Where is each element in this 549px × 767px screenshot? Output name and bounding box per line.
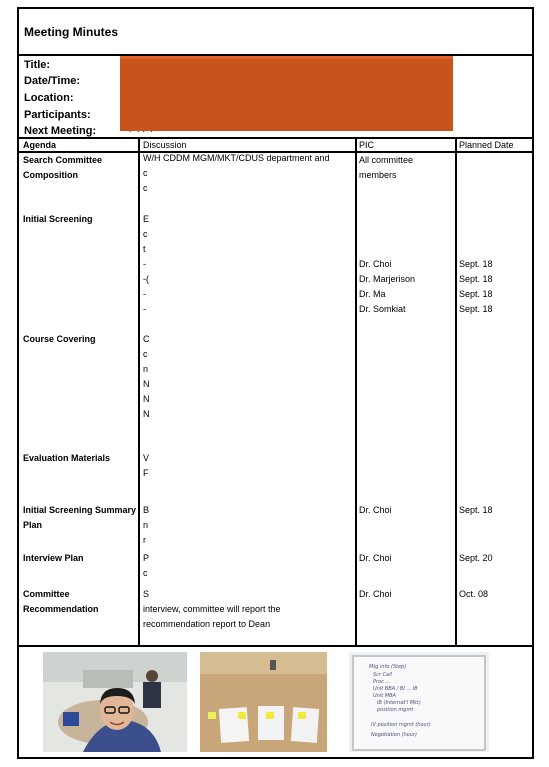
photo-selfie <box>43 652 187 752</box>
table-row-dates: Sept. 20 <box>459 553 493 563</box>
table-row-agenda: Committee Recommendation <box>23 589 99 614</box>
photo-whiteboard <box>349 652 489 752</box>
whiteboard-line: Unit BBA / BI ... IB <box>373 686 418 692</box>
info-label-title: Title: <box>24 59 51 71</box>
whiteboard-line: IV position mgmt (hour) <box>371 722 431 728</box>
table-row-agenda: Initial Screening Summary Plan <box>23 505 137 530</box>
table-row-agenda: Interview Plan <box>23 553 84 563</box>
whiteboard-line: IB (Internat'l Mkt) <box>377 700 421 706</box>
info-label-location: Location: <box>24 92 74 104</box>
info-label-next-meeting: Next Meeting: <box>24 125 97 137</box>
whiteboard-line: Proc ... <box>373 679 391 685</box>
col-header-planned-date: Planned Date <box>459 140 514 150</box>
table-row-pic: All committee members <box>359 155 414 180</box>
table-row-dates: Oct. 08 <box>459 589 489 599</box>
table-row-pic: Dr. Choi <box>359 553 392 563</box>
table-row-agenda: Evaluation Materials <box>23 453 111 463</box>
table-row-agenda: Initial Screening <box>23 214 93 224</box>
photo-documents-on-table <box>200 652 327 752</box>
col-header-pic: PIC <box>359 140 375 150</box>
table-bottom-rule <box>19 645 532 647</box>
table-row-discussion: W/H CDDM MGM/MKT/CDUS department and c c <box>143 153 330 193</box>
meeting-minutes-document <box>17 7 534 759</box>
col-divider-3 <box>455 137 457 645</box>
table-row-dates: Sept. 18 <box>459 505 493 515</box>
whiteboard-line: position mgmt <box>377 707 414 713</box>
col-divider-2 <box>355 137 357 645</box>
info-label-participants: Participants: <box>24 109 91 121</box>
whiteboard-line: Scr Call <box>373 672 392 678</box>
whiteboard-line: Unit MBA <box>373 693 396 699</box>
table-row-discussion: B n r <box>143 505 150 545</box>
table-row-dates: Sept. 18 Sept. 18 Sept. 18 Sept. 18 <box>459 259 493 314</box>
info-label-datetime: Date/Time: <box>24 75 81 87</box>
col-header-discussion: Discussion <box>143 140 187 150</box>
table-row-discussion: P c <box>143 553 150 578</box>
whiteboard-line: Mtg info (Step) <box>369 664 407 670</box>
whiteboard-line: Negotiation (hour) <box>371 732 417 738</box>
table-row-discussion: C c n N N N <box>143 334 150 419</box>
redaction-block <box>120 56 453 131</box>
table-row-pic: Dr. Choi Dr. Marjerison Dr. Ma Dr. Somkiat <box>359 259 416 314</box>
table-row-pic: Dr. Choi <box>359 589 392 599</box>
table-row-discussion: S interview, committee will report the recommendation report to Dean <box>143 589 281 629</box>
table-row-agenda: Course Covering <box>23 334 96 344</box>
document-title: Meeting Minutes <box>24 25 119 39</box>
table-row-discussion: E c t - -( - - <box>143 214 150 314</box>
table-row-agenda: Search Committee Composition <box>23 155 103 180</box>
table-row-discussion: V F <box>143 453 150 478</box>
col-header-agenda: Agenda <box>23 140 57 150</box>
table-row-pic: Dr. Choi <box>359 505 392 515</box>
title-row <box>19 9 532 56</box>
redaction-highlight <box>120 56 453 59</box>
col-divider-1 <box>138 137 140 645</box>
